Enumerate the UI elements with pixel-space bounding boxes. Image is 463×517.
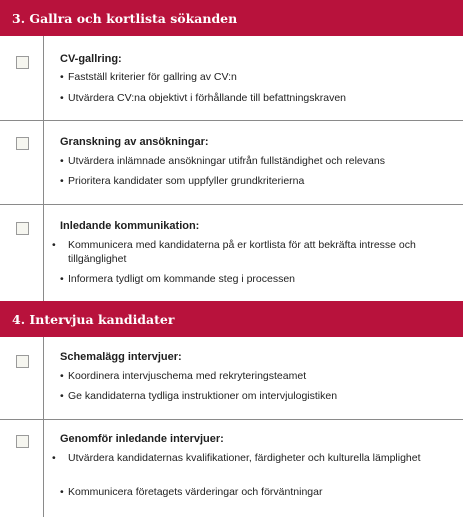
item-title: Schemalägg intervjuer: xyxy=(60,351,182,363)
section-header-3 xyxy=(0,0,463,36)
bullet-item: • Ge kandidaterna tydliga instruktioner om intervjulogistiken xyxy=(60,390,338,402)
bullet-item: • Utvärdera kandidaternas kvalifikationer, färdigheter och kulturella lämplighet xyxy=(52,452,421,464)
bullet-item: • Koordinera intervjuschema med rekryteringsteamet xyxy=(60,370,307,382)
checklist-item-granskning xyxy=(0,121,463,204)
item-title: Granskning av ansökningar: xyxy=(60,136,209,148)
checklist-item-genomfor xyxy=(0,420,463,517)
bullet-item: • Kommunicera företagets värderingar och förväntningar xyxy=(60,486,323,498)
section-header-4 xyxy=(0,301,463,337)
bullet-item: • Informera tydligt om kommande steg i processen xyxy=(60,273,296,285)
bullet-item: • Fastställ kriterier för gallring av CV:n xyxy=(60,71,237,83)
checkbox[interactable] xyxy=(16,355,29,368)
checkbox[interactable] xyxy=(16,435,29,448)
bullet-item: • Kommunicera med kandidaterna på er kortlista för att bekräfta intresse och tillgänglighet xyxy=(52,239,416,265)
item-title: CV-gallring: xyxy=(60,53,122,65)
checklist-item-kommunikation xyxy=(0,205,463,301)
section-title: 3. Gallra och kortlista sökanden xyxy=(12,10,238,26)
checklist-item-schemalagg xyxy=(0,337,463,419)
bullet-item: • Utvärdera CV:na objektivt i förhållande till befattningskraven xyxy=(60,92,347,104)
item-title: Inledande kommunikation: xyxy=(60,220,200,232)
bullet-item: • Utvärdera inlämnade ansökningar utifrån fullständighet och relevans xyxy=(60,155,385,167)
checkbox[interactable] xyxy=(16,137,29,150)
checkbox[interactable] xyxy=(16,56,29,69)
section-title: 4. Intervjua kandidater xyxy=(12,311,175,327)
bullet-item: • Prioritera kandidater som uppfyller grundkriterierna xyxy=(60,175,305,187)
checkbox[interactable] xyxy=(16,222,29,235)
item-title: Genomför inledande intervjuer: xyxy=(60,433,224,445)
checklist-item-cv-gallring xyxy=(0,36,463,120)
